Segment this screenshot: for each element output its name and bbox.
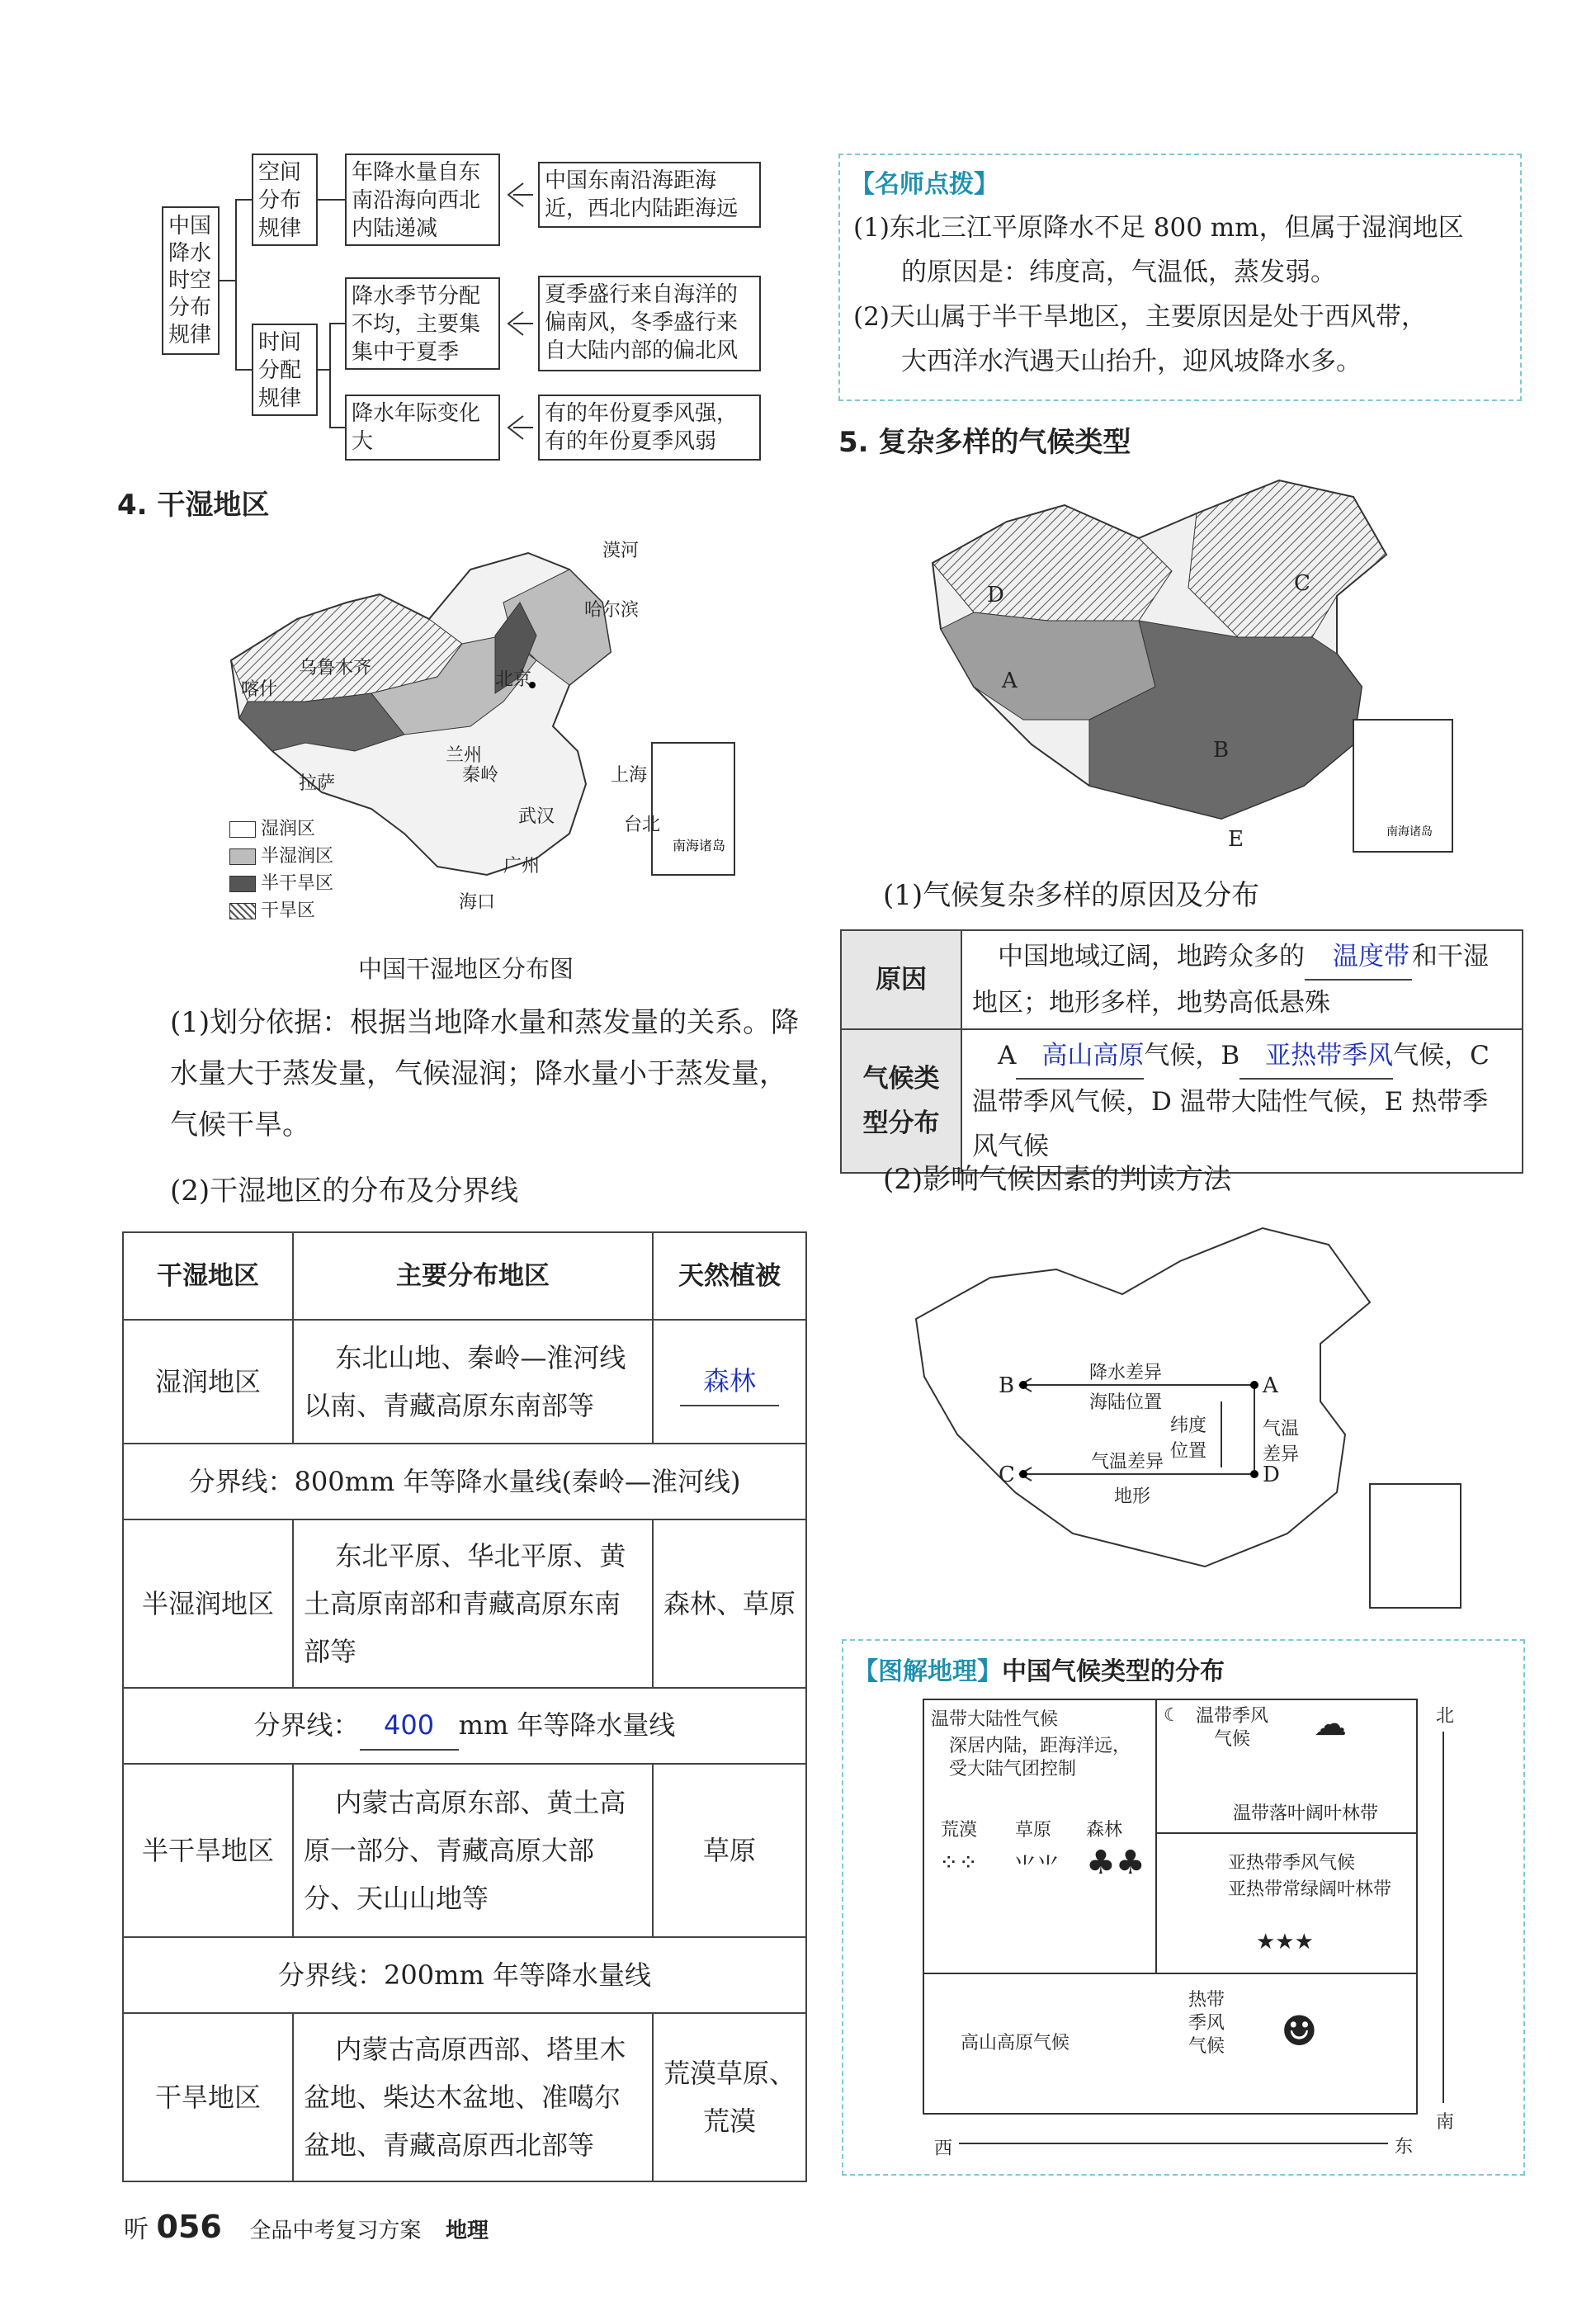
reason-label: 原因	[841, 930, 961, 1029]
row-veg: 荒漠草原、荒漠	[653, 2013, 806, 2181]
cm-spatial-label: 空间分布规律	[252, 154, 318, 246]
city-mohe: 漠河	[602, 541, 640, 561]
row-veg	[653, 1320, 806, 1444]
row-region: 湿润地区	[123, 1320, 293, 1444]
lbl-land-sea: 海陆位置	[1089, 1392, 1163, 1413]
city-lhasa: 拉萨	[299, 773, 336, 794]
tip-label: 【名师点拨】	[850, 170, 999, 199]
subject: 地理	[445, 2219, 489, 2243]
city-shanghai: 上海	[611, 765, 648, 786]
climate-letter-e: E	[1228, 827, 1244, 852]
point-d: D	[1263, 1463, 1280, 1487]
stars-icon: ★★★	[1256, 1930, 1314, 1954]
divider-200: 分界线：200mm 年等降水量线	[123, 1937, 806, 2013]
veg-grass: 草原	[1015, 1820, 1052, 1841]
lbl-temp-diff-v: 气温差异	[1263, 1419, 1300, 1465]
dryness-table	[122, 1231, 807, 2182]
cm-seasonal-rule: 降水季节分配不均，主要集集中于夏季	[345, 277, 500, 370]
inset-label-2: 南海诸岛	[1386, 825, 1433, 839]
tip-line-3: (2)天山属于半干旱地区，主要原因是处于西风带，	[853, 302, 1427, 332]
dist-label: 气候类型分布	[841, 1029, 961, 1173]
cell-temperate-monsoon: ☾ 温带季风气候 ☁ 温带落叶阔叶林带	[1157, 1700, 1416, 1834]
legend-humid: 湿润区	[229, 815, 333, 843]
th-region: 干湿地区	[123, 1232, 293, 1320]
cm-annual-rule: 降水年际变化大	[345, 395, 500, 461]
illus-diagram	[923, 1699, 1418, 2115]
lbl-temp-diff-h: 气温差异	[1091, 1452, 1164, 1472]
fill-subtropical[interactable]: 亚热带季风	[1239, 1033, 1393, 1080]
page-number: 056	[156, 2209, 222, 2245]
dir-north: 北	[1436, 1706, 1455, 1727]
veg-desert: 荒漠	[941, 1820, 978, 1841]
reason-text: 中国地域辽阔，地跨众多的 温度带和干湿地区；地形多样，地势高低悬殊	[961, 930, 1523, 1029]
footer	[124, 2209, 489, 2245]
lbl-terrain: 地形	[1114, 1486, 1151, 1507]
fill-temp-zone[interactable]: 温度带	[1305, 934, 1412, 981]
dir-east: 东	[1395, 2137, 1414, 2157]
point-c: C	[999, 1463, 1015, 1487]
dots-icon: ⁘⁘	[939, 1849, 978, 1876]
city-harbin: 哈尔滨	[584, 600, 640, 621]
climate-letter-a: A	[1002, 669, 1018, 693]
climate-map-svg	[924, 472, 1469, 860]
city-haikou: 海口	[459, 892, 496, 913]
section4-heading: 4. 干湿地区	[117, 489, 270, 522]
city-guangzhou: 广州	[503, 856, 541, 877]
cm-annual-reason: 有的年份夏季风强，有的年份夏季风弱	[538, 395, 761, 461]
cell-highland: 高山高原气候	[961, 2033, 1070, 2053]
veg-forest: 森林	[1086, 1820, 1123, 1841]
fill-forest[interactable]: 森林	[680, 1357, 779, 1406]
illustration-box	[842, 1639, 1525, 2176]
lbl-latitude: 纬度位置	[1170, 1415, 1207, 1462]
cell-subtropical: 亚热带季风气候 亚热带常绿阔叶林带 ★★★	[1157, 1834, 1416, 1974]
row-region: 半干旱地区	[123, 1764, 293, 1937]
cm-root: 中国降水时空分布规律	[162, 206, 220, 355]
row-region: 半湿润地区	[123, 1519, 293, 1688]
cm-spatial-rule: 年降水量自东南沿海向西北内陆递减	[345, 154, 500, 246]
illus-header: 【图解地理】中国气候类型的分布	[853, 1657, 1225, 1686]
lbl-precip-diff: 降水差异	[1089, 1363, 1163, 1383]
map-caption: 中国干湿地区分布图	[358, 955, 574, 983]
point-b: B	[999, 1373, 1015, 1398]
city-qinling: 秦岭	[462, 765, 499, 786]
divider-800: 分界线：800mm 年等降水量线(秦岭—淮河线)	[123, 1444, 806, 1519]
cell-temperate-continental: 温带大陆性气候 深居内陆，距海洋远，受大陆气团控制 荒漠 草原 森林 ⁘⁘ ⺌⺌ ♣♣	[924, 1700, 1157, 1974]
row-areas: 东北平原、华北平原、黄土高原南部和青藏高原东南部等	[293, 1519, 653, 1688]
climate-table	[840, 929, 1523, 1174]
factor-map	[908, 1220, 1469, 1624]
row-areas: 内蒙古高原西部、塔里木盆地、柴达木盆地、准噶尔盆地、青藏高原西北部等	[293, 2013, 653, 2181]
city-wuhan: 武汉	[518, 806, 555, 827]
ns-arrow	[1443, 1732, 1444, 2103]
legend-arid: 干旱区	[229, 897, 333, 924]
cell-tropical: 热带季风气候 ☻	[1188, 1990, 1318, 2057]
tip-line-4: 大西洋水汽遇天山抬升，迎风坡降水多。	[901, 347, 1362, 376]
divider-400: 分界线： 400 mm 年等降水量线	[123, 1688, 806, 1764]
map-legend	[229, 815, 333, 924]
we-arrow	[959, 2143, 1388, 2144]
row-areas: 内蒙古高原东部、黄土高原一部分、青藏高原大部分、天山山地等	[293, 1764, 653, 1937]
row-areas: 东北山地、秦岭—淮河线以南、青藏高原东南部等	[293, 1320, 653, 1444]
row-veg: 森林、草原	[653, 1519, 806, 1688]
climate-letter-d: D	[987, 583, 1004, 607]
dir-west: 西	[934, 2139, 953, 2159]
cm-seasonal-reason: 夏季盛行来自海洋的偏南风，冬季盛行来自大陆内部的偏北风	[538, 276, 761, 371]
climate-map	[924, 472, 1469, 860]
th-veg: 天然植被	[653, 1232, 806, 1320]
city-urumqi: 乌鲁木齐	[299, 658, 372, 678]
grass-icon: ⺌⺌	[1013, 1853, 1060, 1880]
city-taipei: 台北	[624, 815, 661, 835]
dryness-map	[223, 536, 751, 933]
section4-p2: (2)干湿地区的分布及分界线	[170, 1174, 519, 1207]
cm-temporal-label: 时间分配规律	[252, 324, 318, 416]
city-kashgar: 喀什	[241, 679, 278, 700]
sun-icon: ☻	[1281, 2007, 1318, 2055]
cloud-icon: ☁	[1314, 1705, 1347, 1743]
dir-south: 南	[1436, 2112, 1455, 2133]
fill-highland[interactable]: 高山高原	[1016, 1033, 1144, 1080]
moon-icon: ☾	[1164, 1705, 1180, 1726]
city-lanzhou: 兰州	[446, 745, 483, 766]
cm-spatial-reason: 中国东南沿海距海近，西北内陆距海远	[538, 162, 761, 228]
legend-semiarid: 半干旱区	[229, 870, 333, 897]
fill-400[interactable]: 400	[360, 1701, 459, 1751]
inset-label: 南海诸岛	[673, 838, 726, 853]
row-veg: 草原	[653, 1764, 806, 1937]
book-title: 全品中考复习方案	[249, 2219, 422, 2243]
section5-p1: (1)气候复杂多样的原因及分布	[883, 879, 1260, 912]
row-region: 干旱地区	[123, 2013, 293, 2181]
tree-icon: ♣♣	[1086, 1844, 1145, 1882]
legend-subhumid: 半湿润区	[229, 843, 333, 870]
section5-heading: 5. 复杂多样的气候类型	[838, 426, 1131, 459]
tip-line-2: 的原因是：纬度高，气温低，蒸发弱。	[901, 258, 1336, 287]
climate-letter-c: C	[1294, 571, 1310, 596]
tip-line-1: (1)东北三江平原降水不足 800 mm，但属于湿润地区	[853, 213, 1464, 243]
climate-letter-b: B	[1213, 738, 1230, 763]
th-areas: 主要分布地区	[293, 1232, 653, 1320]
footer-prefix: 听	[124, 2215, 149, 2244]
section5-p2: (2)影响气候因素的判读方法	[883, 1163, 1232, 1196]
teacher-tip	[838, 154, 1522, 401]
cm-connectors	[0, 0, 792, 495]
dist-text: A 高山高原气候，B 亚热带季风气候，C 温带季风气候，D 温带大陆性气候，E 热带季风气候	[961, 1029, 1523, 1173]
city-beijing: 北京	[495, 669, 532, 690]
section4-p1: (1)划分依据：根据当地降水量和蒸发量的关系。降水量大于蒸发量，气候湿润；降水量小于蒸发量，气候干旱。	[170, 1006, 800, 1141]
point-a: A	[1263, 1373, 1278, 1398]
